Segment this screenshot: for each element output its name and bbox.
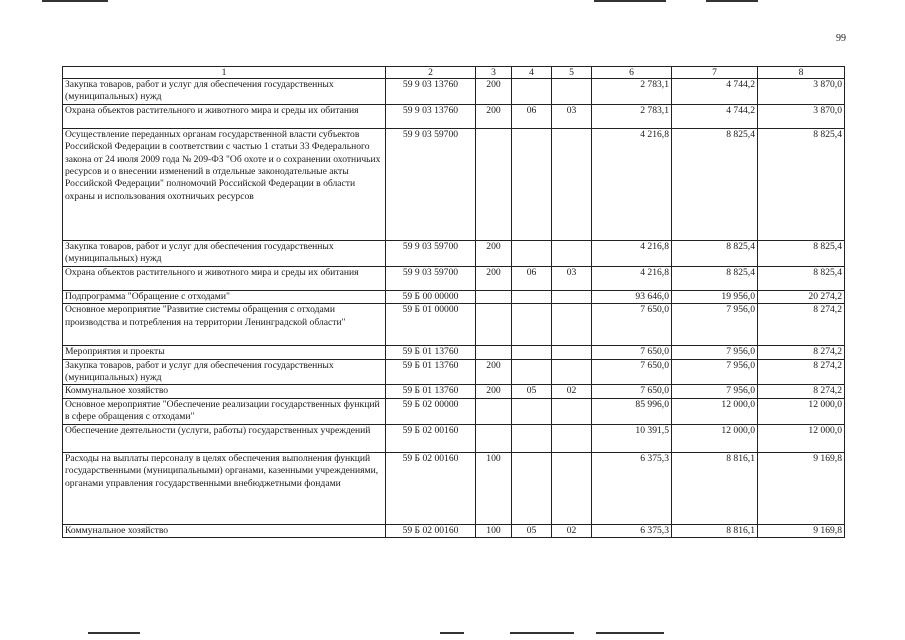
amount-year-2: 8 825,4 [672,266,758,290]
target-code: 59 Б 00 00000 [386,290,476,303]
subsection-code [552,424,592,452]
expense-type: 200 [476,359,512,385]
row-name: Основное мероприятие "Обеспечение реализации государственных функций в сфере обращения с отходами" [63,398,386,424]
expense-type: 200 [476,79,512,105]
section-code [512,452,552,524]
section-code: 05 [512,385,552,398]
header-cell: 3 [476,67,512,79]
amount-year-3: 3 870,0 [758,79,845,105]
expense-type: 200 [476,104,512,128]
amount-year-3: 12 000,0 [758,398,845,424]
scan-edge-line [510,632,574,634]
scan-edge-line [596,632,664,634]
subsection-code: 02 [552,385,592,398]
header-cell: 7 [672,67,758,79]
subsection-code: 02 [552,524,592,537]
amount-year-1: 7 650,0 [592,359,672,385]
amount-year-2: 8 816,1 [672,452,758,524]
header-cell: 5 [552,67,592,79]
subsection-code [552,452,592,524]
target-code: 59 9 03 59700 [386,266,476,290]
subsection-code [552,79,592,105]
target-code: 59 Б 02 00000 [386,398,476,424]
header-row [63,67,845,79]
amount-year-3: 3 870,0 [758,104,845,128]
amount-year-3: 8 274,2 [758,359,845,385]
subsection-code [552,290,592,303]
table-row [63,104,845,128]
amount-year-1: 7 650,0 [592,385,672,398]
table-row [63,266,845,290]
amount-year-3: 8 825,4 [758,266,845,290]
section-code [512,290,552,303]
budget-table [62,66,845,538]
expense-type: 100 [476,524,512,537]
subsection-code: 03 [552,266,592,290]
row-name: Коммунальное хозяйство [63,385,386,398]
expense-type: 200 [476,385,512,398]
table-row [63,240,845,266]
amount-year-2: 12 000,0 [672,398,758,424]
amount-year-1: 2 783,1 [592,79,672,105]
amount-year-1: 4 216,8 [592,128,672,240]
target-code: 59 Б 02 00160 [386,524,476,537]
row-name: Закупка товаров, работ и услуг для обеспечения государственных (муниципальных) нужд [63,79,386,105]
section-code [512,128,552,240]
target-code: 59 9 03 13760 [386,79,476,105]
target-code: 59 9 03 59700 [386,128,476,240]
target-code: 59 Б 01 13760 [386,359,476,385]
row-name: Охрана объектов растительного и животного мира и среды их обитания [63,104,386,128]
row-name: Закупка товаров, работ и услуг для обеспечения государственных (муниципальных) нужд [63,240,386,266]
amount-year-1: 4 216,8 [592,240,672,266]
amount-year-1: 7 650,0 [592,304,672,346]
expense-type: 200 [476,240,512,266]
section-code [512,398,552,424]
scan-edge-line [594,0,666,2]
table-row [63,452,845,524]
amount-year-3: 20 274,2 [758,290,845,303]
amount-year-2: 19 956,0 [672,290,758,303]
scan-edge-line [706,0,758,2]
expense-type [476,128,512,240]
subsection-code [552,359,592,385]
amount-year-2: 7 956,0 [672,385,758,398]
target-code: 59 9 03 59700 [386,240,476,266]
target-code: 59 Б 02 00160 [386,424,476,452]
target-code: 59 Б 01 13760 [386,346,476,359]
table-row [63,304,845,346]
section-code [512,240,552,266]
amount-year-2: 8 825,4 [672,128,758,240]
header-cell: 1 [63,67,386,79]
expense-type: 200 [476,266,512,290]
scan-edge-line [42,0,108,2]
expense-type [476,398,512,424]
subsection-code [552,128,592,240]
scan-edge-line [88,632,140,634]
expense-type [476,290,512,303]
subsection-code: 03 [552,104,592,128]
table-row [63,128,845,240]
subsection-code [552,346,592,359]
row-name: Осуществление переданных органам государственной власти субъектов Российской Федерации в соответствии с частью 1 статьи 33 Федерального закона от 24 июля 2009 года № 209-ФЗ "Об охоте и о сохранении охотничьих ресурсов и о внесении изменений в отдельные законодательные акты Российской Федерации" полномочий Российской Федерации в области охраны и использования охотничьих ресурсов [63,128,386,240]
table-row [63,385,845,398]
row-name: Основное мероприятие "Развитие системы обращения с отходами производства и потребления на территории Ленинградской области" [63,304,386,346]
amount-year-1: 7 650,0 [592,346,672,359]
table-row [63,290,845,303]
table-row [63,524,845,537]
row-name: Охрана объектов растительного и животного мира и среды их обитания [63,266,386,290]
section-code [512,304,552,346]
amount-year-3: 9 169,8 [758,524,845,537]
amount-year-3: 8 825,4 [758,240,845,266]
amount-year-1: 2 783,1 [592,104,672,128]
amount-year-1: 6 375,3 [592,452,672,524]
page-number: 99 [836,33,846,44]
amount-year-2: 7 956,0 [672,304,758,346]
target-code: 59 Б 01 13760 [386,385,476,398]
amount-year-1: 85 996,0 [592,398,672,424]
subsection-code [552,240,592,266]
header-cell: 2 [386,67,476,79]
target-code: 59 Б 01 00000 [386,304,476,346]
section-code [512,79,552,105]
section-code: 06 [512,266,552,290]
amount-year-2: 8 816,1 [672,524,758,537]
expense-type [476,304,512,346]
amount-year-1: 4 216,8 [592,266,672,290]
row-name: Мероприятия и проекты [63,346,386,359]
amount-year-1: 6 375,3 [592,524,672,537]
target-code: 59 9 03 13760 [386,104,476,128]
row-name: Коммунальное хозяйство [63,524,386,537]
section-code [512,424,552,452]
amount-year-3: 8 274,2 [758,385,845,398]
amount-year-1: 93 646,0 [592,290,672,303]
amount-year-2: 8 825,4 [672,240,758,266]
header-cell: 4 [512,67,552,79]
table-row [63,398,845,424]
section-code: 06 [512,104,552,128]
amount-year-2: 4 744,2 [672,104,758,128]
amount-year-3: 9 169,8 [758,452,845,524]
amount-year-2: 12 000,0 [672,424,758,452]
amount-year-3: 8 274,2 [758,346,845,359]
amount-year-3: 8 274,2 [758,304,845,346]
header-cell: 8 [758,67,845,79]
amount-year-3: 8 825,4 [758,128,845,240]
section-code [512,346,552,359]
scan-edge-line [440,632,464,634]
subsection-code [552,304,592,346]
table-row [63,346,845,359]
amount-year-3: 12 000,0 [758,424,845,452]
expense-type [476,424,512,452]
header-cell: 6 [592,67,672,79]
amount-year-2: 7 956,0 [672,346,758,359]
row-name: Обеспечение деятельности (услуги, работы) государственных учреждений [63,424,386,452]
section-code [512,359,552,385]
table-row [63,424,845,452]
expense-type [476,346,512,359]
expense-type: 100 [476,452,512,524]
subsection-code [552,398,592,424]
row-name: Подпрограмма "Обращение с отходами" [63,290,386,303]
table-row [63,79,845,105]
amount-year-1: 10 391,5 [592,424,672,452]
target-code: 59 Б 02 00160 [386,452,476,524]
amount-year-2: 4 744,2 [672,79,758,105]
row-name: Расходы на выплаты персоналу в целях обеспечения выполнения функций государственными (муниципальными) органами, казенными учреждениями, органами управления государственными внебюджетными фондами [63,452,386,524]
table-row [63,359,845,385]
row-name: Закупка товаров, работ и услуг для обеспечения государственных (муниципальных) нужд [63,359,386,385]
amount-year-2: 7 956,0 [672,359,758,385]
section-code: 05 [512,524,552,537]
